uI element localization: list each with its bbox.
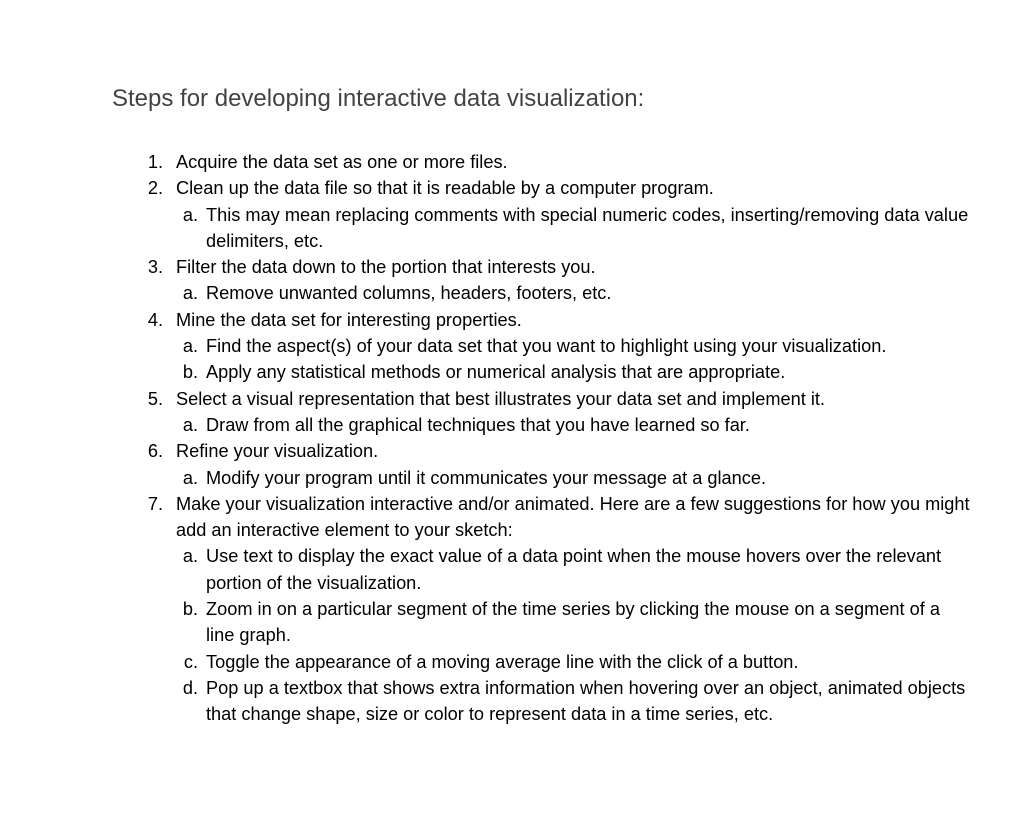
step-number: 3.	[147, 257, 163, 278]
substep-letter: a.	[182, 546, 198, 567]
substep-letter: a.	[182, 336, 198, 357]
substep-text: Remove unwanted columns, headers, footers, etc.	[206, 283, 612, 304]
substep-text: Use text to display the exact value of a data point when the mouse hovers over the relevant portion of the visualization.	[206, 546, 942, 593]
step-text: Select a visual representation that best illustrates your data set and implement it.	[176, 388, 826, 409]
substep-text: Zoom in on a particular segment of the time series by clicking the mouse on a segment of a line graph.	[206, 599, 940, 646]
step-number: 6.	[147, 441, 163, 462]
substep-item	[141, 202, 971, 255]
substep-item	[141, 412, 971, 438]
substep-text: Find the aspect(s) of your data set that you want to highlight using your visualization.	[206, 336, 887, 357]
step-item	[141, 175, 971, 201]
substep-text: Apply any statistical methods or numerical analysis that are appropriate.	[206, 362, 786, 383]
page-title: Steps for developing interactive data visualization:	[112, 85, 645, 112]
step-text: Refine your visualization.	[176, 441, 379, 462]
substep-letter: b.	[182, 362, 198, 383]
substep-text: Pop up a textbox that shows extra information when hovering over an object, animated objects that change shape, size or color to represent data in a time series, etc.	[206, 677, 966, 725]
substep-item	[141, 675, 971, 728]
substep-item	[141, 280, 971, 306]
step-number: 1.	[147, 152, 163, 172]
substep-item	[141, 649, 971, 675]
step-number: 5.	[147, 388, 163, 409]
substep-letter: a.	[182, 204, 198, 225]
substep-item	[141, 543, 971, 596]
step-text: Clean up the data file so that it is readable by a computer program.	[176, 178, 714, 199]
substep-letter: d.	[182, 677, 198, 698]
substep-text: Modify your program until it communicates your message at a glance.	[206, 467, 767, 488]
substep-item	[141, 359, 971, 385]
step-item	[141, 254, 971, 280]
substep-letter: b.	[182, 599, 198, 620]
substep-item	[141, 333, 971, 359]
step-text: Acquire the data set as one or more files.	[176, 152, 508, 172]
substep-item	[141, 465, 971, 491]
substep-text: Draw from all the graphical techniques that you have learned so far.	[206, 414, 750, 435]
steps-list	[141, 149, 971, 728]
substep-letter: c.	[183, 651, 198, 672]
substep-letter: a.	[182, 467, 198, 488]
step-text: Mine the data set for interesting properties.	[176, 309, 522, 330]
substep-text: This may mean replacing comments with special numeric codes, inserting/removing data value delimiters, etc.	[206, 204, 969, 251]
step-item	[141, 491, 971, 544]
step-number: 4.	[147, 309, 163, 330]
substep-letter: a.	[182, 283, 198, 304]
step-item	[141, 307, 971, 333]
step-text: Filter the data down to the portion that interests you.	[176, 257, 596, 278]
substep-letter: a.	[182, 414, 198, 435]
step-item	[141, 149, 971, 175]
substep-text: Toggle the appearance of a moving average line with the click of a button.	[206, 651, 799, 672]
step-text: Make your visualization interactive and/or animated. Here are a few suggestions for how you might add an interactive element to your sketch:	[176, 493, 970, 541]
step-number: 2.	[147, 178, 163, 199]
substep-item	[141, 596, 971, 649]
step-item	[141, 386, 971, 412]
step-item	[141, 438, 971, 464]
step-number: 7.	[147, 493, 163, 514]
